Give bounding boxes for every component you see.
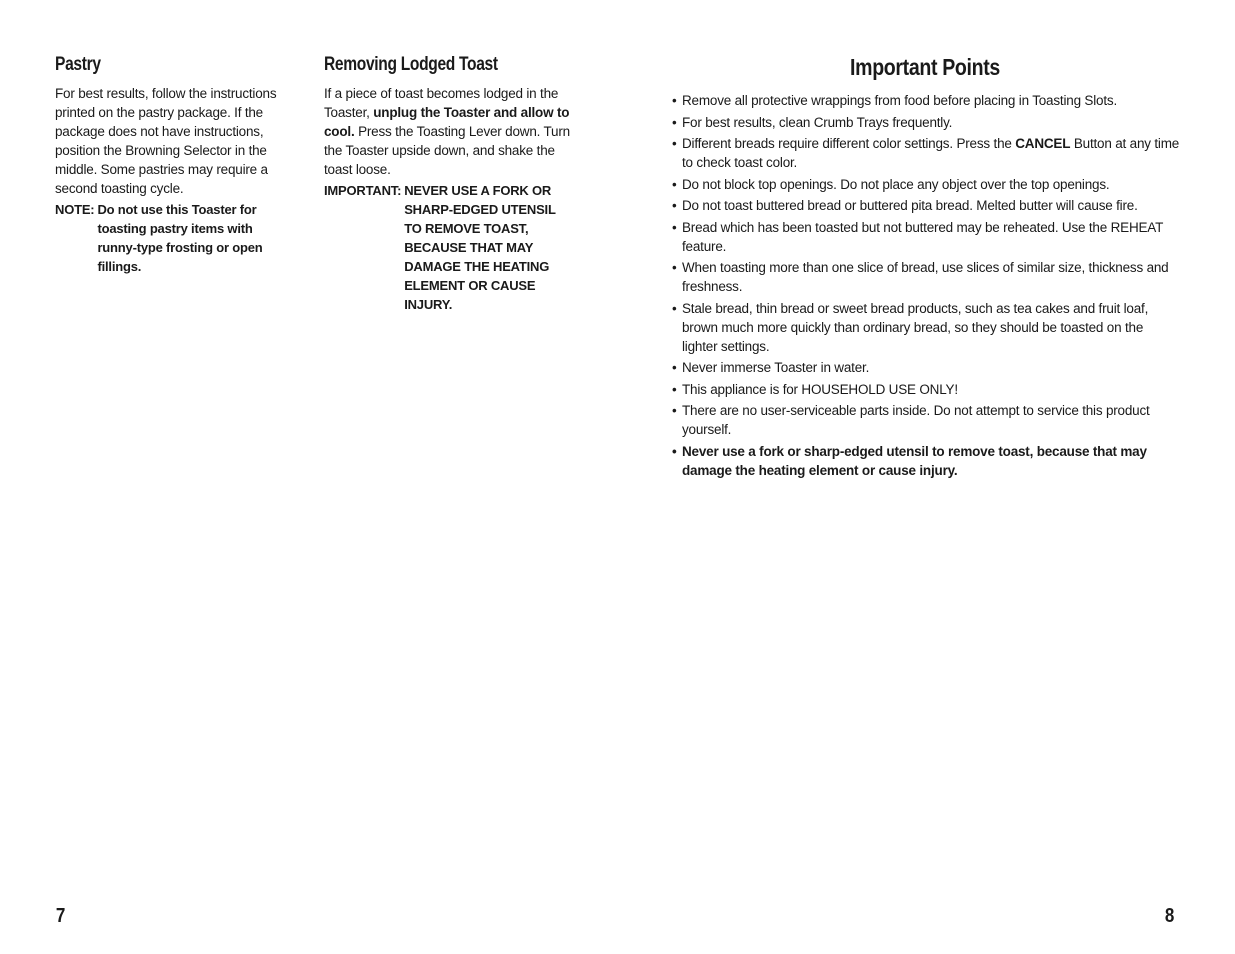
list-item: • There are no user-serviceable parts inside. Do not attempt to service this product yourself. (670, 401, 1180, 439)
lodged-important-label: IMPORTANT: (324, 183, 402, 198)
list-item: • When toasting more than one slice of bread, use slices of similar size, thickness and freshness. (670, 258, 1180, 296)
pastry-section (55, 54, 295, 276)
list-item-text: Different breads require different color settings. Press the (682, 136, 1016, 151)
list-item: • Do not block top openings. Do not place any object over the top openings. (670, 175, 1180, 194)
list-item-warning: • Never use a fork or sharp-edged utensil to remove toast, because that may damage the heating element or cause injury. (670, 442, 1180, 480)
pastry-note-text: Do not use this Toaster for toasting pastry items with runny-type frosting or open fillings. (97, 202, 263, 274)
list-item: • For best results, clean Crumb Trays frequently. (670, 113, 1180, 132)
page-number-right: 8 (1164, 905, 1175, 927)
lodged-body-pre: If a piece of toast becomes lodged in the Toaster, (324, 86, 559, 120)
lodged-important-note (324, 181, 574, 314)
list-item: • Bread which has been toasted but not buttered may be reheated. Use the REHEAT feature. (670, 218, 1180, 256)
lodged-important-text: NEVER USE A FORK OR SHARP-EDGED UTENSIL TO REMOVE TOAST, BECAUSE THAT MAY DAMAGE THE HEATING ELEMENT OR CAUSE INJURY. (404, 183, 556, 312)
lodged-body-bold: unplug the Toaster and allow to cool. (324, 105, 570, 139)
cancel-button-label: CANCEL (1015, 136, 1071, 151)
lodged-toast-heading: Removing Lodged Toast (324, 54, 498, 75)
important-points-heading: Important Points (850, 54, 1000, 80)
list-item: • Stale bread, thin bread or sweet bread products, such as tea cakes and fruit loaf, brown much more quickly than ordinary bread, so they should be toasted on the lighter settings. (670, 299, 1180, 356)
list-item: • This appliance is for HOUSEHOLD USE ONLY! (670, 380, 1180, 399)
list-item: • Never immerse Toaster in water. (670, 358, 1180, 377)
pastry-note (55, 200, 295, 276)
lodged-body-post: Press the Toasting Lever down. Turn the Toaster upside down, and shake the toast loose. (324, 124, 570, 177)
pastry-body: For best results, follow the instructions printed on the pastry package. If the package does not have instructions, position the Browning Selector in the middle. Some pastries may require a second toasting cycle. (55, 86, 277, 196)
lodged-toast-body (324, 84, 574, 179)
important-points-section (670, 54, 1180, 482)
list-item (670, 134, 1180, 172)
list-item-text: Button at any time to check toast color. (682, 136, 1180, 170)
important-points-list (670, 91, 1180, 480)
list-item: • Remove all protective wrappings from food before placing in Toasting Slots. (670, 91, 1180, 110)
list-item: • Do not toast buttered bread or buttered pita bread. Melted butter will cause fire. (670, 196, 1180, 215)
lodged-toast-section (324, 54, 574, 314)
page-number-left: 7 (55, 905, 66, 927)
pastry-note-label: NOTE: (55, 202, 95, 217)
pastry-heading: Pastry (55, 54, 101, 75)
